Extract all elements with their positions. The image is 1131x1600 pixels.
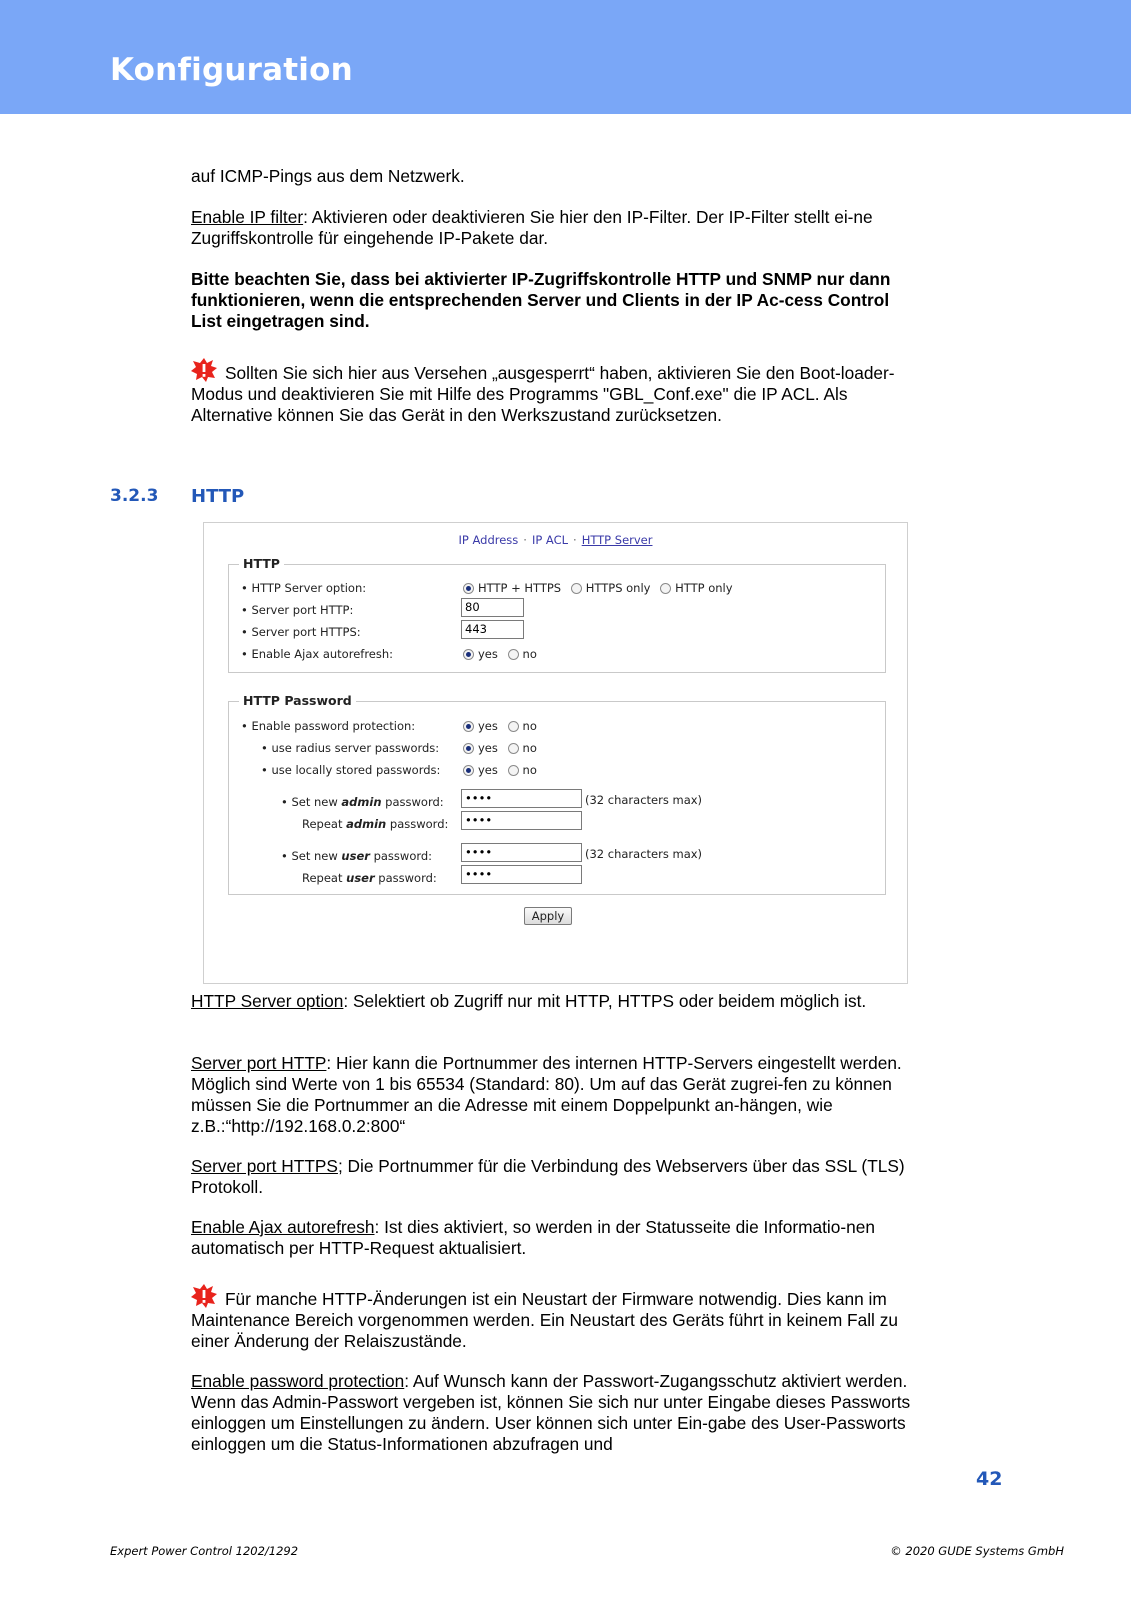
tab-http-server[interactable]: HTTP Server [581,533,653,547]
term-password-protection: Enable password protection [191,1371,405,1391]
paragraph-server-port-https [191,1156,916,1198]
label-admin-word: admin [346,817,387,831]
ajax-radio-group [463,647,543,661]
paragraph-enable-ip-filter [191,207,916,249]
radio-http-only-label: HTTP only [675,581,733,595]
term-server-port-https: Server port HTTPS [191,1156,338,1176]
radius-password-label: • use radius server passwords: [261,741,440,755]
local-password-label: • use locally stored passwords: [261,763,441,777]
paragraph-password-protection [191,1371,916,1455]
footer-right: © 2020 GUDE Systems GmbH [890,1544,1064,1558]
port-http-label: • Server port HTTP: [241,603,354,617]
admin-password-label [281,795,444,809]
port-http-input[interactable]: 80 [461,598,524,617]
http-fieldset [228,556,886,673]
user-password-input[interactable]: •••• [461,843,582,862]
label-part: password: [374,871,437,885]
term-enable-ip-filter: Enable IP filter [191,207,304,227]
page-header-band [0,0,1131,114]
admin-repeat-label [302,817,448,831]
warning-burst-icon [191,1284,217,1308]
label-part: Repeat [302,871,347,885]
user-max-hint: (32 characters max) [585,847,703,861]
radio-yes-label: yes [478,763,498,777]
port-https-input[interactable]: 443 [461,620,524,639]
http-password-fieldset [228,693,886,895]
label-part: password: [381,795,444,809]
radio-no-label: no [522,741,537,755]
paragraph-warning-restart [191,1284,916,1352]
admin-password-input[interactable]: •••• [461,789,582,808]
port-https-label: • Server port HTTPS: [241,625,361,639]
admin-max-hint: (32 characters max) [585,793,703,807]
enable-password-label: • Enable password protection: [241,719,416,733]
term-server-port-http: Server port HTTP [191,1053,327,1073]
radio-http-https-label: HTTP + HTTPS [478,581,562,595]
text-warning-restart: Für manche HTTP-Änderungen ist ein Neustart der Firmware notwendig. Dies kann im Maintenance Bereich vorgenommen werden. Ein Neustart des Geräts führt in keinem Fall zu einer Änderung der Relaiszustände. [191,1289,898,1351]
paragraph-bold-note: Bitte beachten Sie, dass bei aktivierter IP-Zugriffskontrolle HTTP und SNMP nur dann funktionieren, wenn die entsprechenden Server und Clients in der IP Ac-cess Control List eingetragen sind. [191,269,891,331]
radio-ajax-no[interactable] [508,649,519,660]
label-part: password: [386,817,449,831]
label-part: • Set new [281,849,342,863]
text-enable-ip-filter: : Aktivieren oder deaktivieren Sie hier den IP-Filter. Der IP-Filter stellt ei-ne Zugriffskontrolle für eingehende IP-Pakete dar. [191,207,873,248]
radio-yes-label: yes [478,719,498,733]
term-http-server-option: HTTP Server option [191,991,344,1011]
tab-separator: · [573,533,577,547]
apply-button[interactable]: Apply [524,907,572,925]
radio-no-label: no [522,763,537,777]
user-repeat-label [302,871,437,885]
paragraph-http-server-option [191,991,916,1012]
tab-ip-acl[interactable]: IP ACL [531,533,569,547]
label-part: • Set new [281,795,342,809]
http-legend: HTTP [239,556,284,571]
term-ajax-autorefresh: Enable Ajax autorefresh [191,1217,375,1237]
user-repeat-input[interactable]: •••• [461,865,582,884]
ajax-label: • Enable Ajax autorefresh: [241,647,394,661]
text-ajax-autorefresh: : Ist dies aktiviert, so werden in der Statusseite die Informatio-nen automatisch per HTTP-Request aktualisiert. [191,1217,875,1258]
radio-radius-yes[interactable] [463,743,474,754]
radio-http-https[interactable] [463,583,474,594]
label-part: password: [369,849,433,863]
radio-https-only[interactable] [571,583,582,594]
text-warning-lockout: Sollten Sie sich hier aus Versehen „ausgesperrt“ haben, aktivieren Sie den Boot-loader-Modus und deaktivieren Sie mit Hilfe des Programms "GBL_Conf.exe" die IP ACL. Als Alternative können Sie das Gerät in den Werkszustand zurücksetzen. [191,363,895,425]
radio-password-yes[interactable] [463,721,474,732]
radio-local-no[interactable] [508,765,519,776]
section-title: HTTP [191,486,245,507]
label-part: Repeat [302,817,347,831]
section-number: 3.2.3 [110,486,159,506]
radio-no-label: no [522,647,537,661]
tab-separator: · [523,533,527,547]
paragraph-server-port-http [191,1053,916,1137]
http-password-legend: HTTP Password [239,693,356,708]
label-admin-word: admin [341,795,382,809]
radius-radio-group [463,741,543,755]
page-header-title: Konfiguration [110,52,353,88]
radio-no-label: no [522,719,537,733]
server-option-label: • HTTP Server option: [241,581,367,595]
paragraph-warning-lockout [191,358,916,426]
http-config-screenshot [203,522,908,984]
enable-password-radio-group [463,719,543,733]
text-server-port-https: ; Die Portnummer für die Verbindung des Webservers über das SSL (TLS) Protokoll. [191,1156,905,1197]
text-server-port-http: : Hier kann die Portnummer des internen HTTP-Servers eingestellt werden. Möglich sind Werte von 1 bis 65534 (Standard: 80). Um auf das Gerät zugrei-fen zu können müssen Sie die Portnummer an die Adresse mit einem Doppelpunkt an-hängen, wie z.B.:“http://192.168.0.2:800“ [191,1053,902,1136]
radio-radius-no[interactable] [508,743,519,754]
page-number: 42 [976,1468,1003,1490]
warning-burst-icon [191,358,217,382]
local-radio-group [463,763,543,777]
radio-http-only[interactable] [660,583,671,594]
tab-ip-address[interactable]: IP Address [458,533,519,547]
footer-left: Expert Power Control 1202/1292 [110,1544,299,1558]
text-http-server-option: : Selektiert ob Zugriff nur mit HTTP, HTTPS oder beidem möglich ist. [343,991,867,1011]
radio-ajax-yes[interactable] [463,649,474,660]
radio-local-yes[interactable] [463,765,474,776]
label-user-word: user [341,849,370,863]
config-tab-bar [204,533,907,547]
paragraph-ajax-autorefresh [191,1217,916,1259]
label-user-word: user [346,871,375,885]
radio-yes-label: yes [478,741,498,755]
user-password-label [281,849,432,863]
radio-yes-label: yes [478,647,498,661]
paragraph-icmp: auf ICMP-Pings aus dem Netzwerk. [191,166,465,186]
radio-password-no[interactable] [508,721,519,732]
admin-repeat-input[interactable]: •••• [461,811,582,830]
radio-https-only-label: HTTPS only [585,581,651,595]
text-password-protection: : Auf Wunsch kann der Passwort-Zugangsschutz aktiviert werden. Wenn das Admin-Passwort vergeben ist, können Sie sich nur unter Eingabe dieses Passworts einloggen um Einstellungen zu ändern. User können sich unter Ein-gabe des User-Passworts einloggen um die Status-Informationen abzufragen und [191,1371,911,1454]
server-option-group [463,581,739,595]
